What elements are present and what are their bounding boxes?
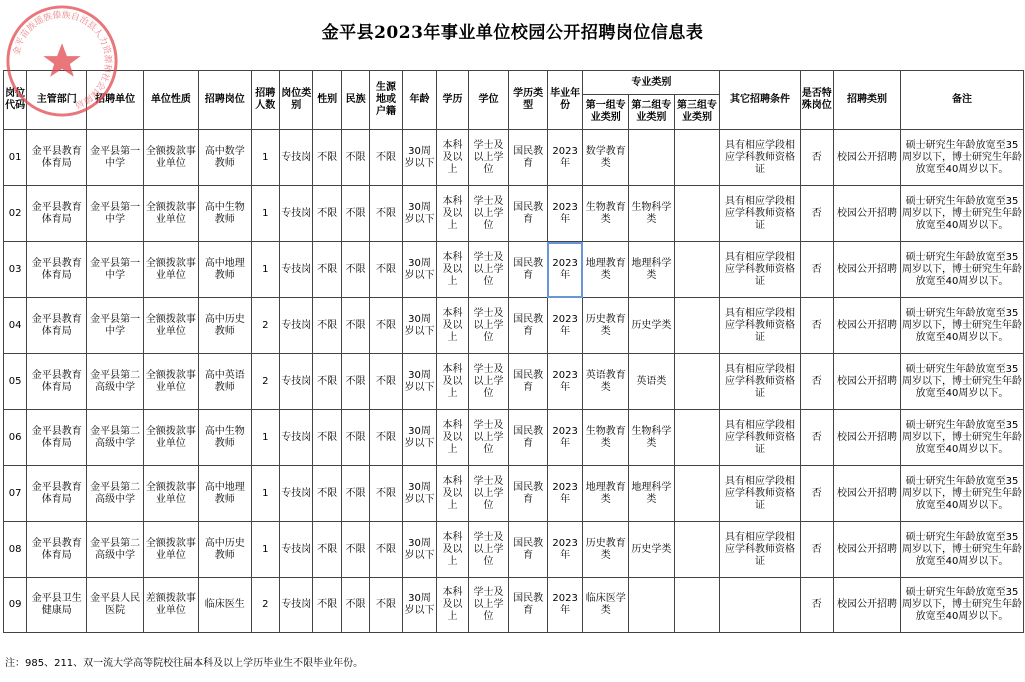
- cell-post[interactable]: 高中地理教师: [198, 466, 251, 522]
- cell-unit[interactable]: 金平县第一中学: [87, 130, 144, 186]
- cell-major1[interactable]: 生物教育类: [583, 410, 629, 466]
- cell-category[interactable]: 专技岗: [280, 242, 313, 298]
- cell-special[interactable]: 否: [800, 298, 833, 354]
- cell-post[interactable]: 高中地理教师: [198, 242, 251, 298]
- header-major-group: 专业类别: [583, 71, 720, 95]
- cell-remark[interactable]: 硕士研究生年龄放宽至35周岁以下，博士研究生年龄放宽至40周岁以下。: [901, 186, 1024, 242]
- cell-remark[interactable]: 硕士研究生年龄放宽至35周岁以下，博士研究生年龄放宽至40周岁以下。: [901, 522, 1024, 578]
- cell-special[interactable]: 否: [800, 410, 833, 466]
- cell-origin[interactable]: 不限: [370, 130, 402, 186]
- cell-degree[interactable]: 学士及以上学位: [468, 522, 509, 578]
- cell-edu-type[interactable]: 国民教育: [509, 466, 548, 522]
- cell-remark[interactable]: 硕士研究生年龄放宽至35周岁以下，博士研究生年龄放宽至40周岁以下。: [901, 354, 1024, 410]
- cell-post[interactable]: 高中生物教师: [198, 410, 251, 466]
- cell-gender[interactable]: 不限: [313, 242, 341, 298]
- cell-special[interactable]: 否: [800, 130, 833, 186]
- cell-other[interactable]: 具有相应学段相应学科教师资格证: [720, 130, 800, 186]
- cell-count[interactable]: 1: [251, 130, 279, 186]
- cell-special[interactable]: 否: [800, 242, 833, 298]
- cell-special[interactable]: 否: [800, 578, 833, 633]
- cell-age[interactable]: 30周岁以下: [402, 130, 437, 186]
- cell-ethnic[interactable]: 不限: [341, 522, 369, 578]
- cell-count[interactable]: 1: [251, 522, 279, 578]
- cell-other[interactable]: 具有相应学段相应学科教师资格证: [720, 354, 800, 410]
- cell-edu-type[interactable]: 国民教育: [509, 242, 548, 298]
- cell-major3[interactable]: [674, 298, 720, 354]
- cell-count[interactable]: 2: [251, 354, 279, 410]
- cell-major2[interactable]: 英语类: [629, 354, 675, 410]
- header-count: 招聘人数: [251, 71, 279, 130]
- cell-edu[interactable]: 本科及以上: [437, 578, 468, 633]
- cell-ethnic[interactable]: 不限: [341, 242, 369, 298]
- cell-edu-type[interactable]: 国民教育: [509, 186, 548, 242]
- cell-dept[interactable]: 金平县教育体育局: [27, 298, 87, 354]
- cell-unit[interactable]: 金平县第二高级中学: [87, 354, 144, 410]
- cell-other[interactable]: [720, 578, 800, 633]
- cell-code[interactable]: 02: [4, 186, 27, 242]
- cell-remark[interactable]: 硕士研究生年龄放宽至35周岁以下，博士研究生年龄放宽至40周岁以下。: [901, 466, 1024, 522]
- cell-major1[interactable]: 数学教育类: [583, 130, 629, 186]
- cell-edu[interactable]: 本科及以上: [437, 354, 468, 410]
- cell-nature[interactable]: 全额拨款事业单位: [144, 186, 199, 242]
- cell-gender[interactable]: 不限: [313, 354, 341, 410]
- cell-edu-type[interactable]: 国民教育: [509, 130, 548, 186]
- cell-major1[interactable]: 历史教育类: [583, 522, 629, 578]
- cell-major3[interactable]: [674, 410, 720, 466]
- cell-origin[interactable]: 不限: [370, 522, 402, 578]
- cell-ethnic[interactable]: 不限: [341, 298, 369, 354]
- cell-major3[interactable]: [674, 522, 720, 578]
- table-row: [4, 130, 1024, 186]
- svg-text:金平苗族瑶族傣族自治县人力资源和社会保障局: 金平苗族瑶族傣族自治县人力资源和社会保障局: [12, 10, 113, 110]
- cell-degree[interactable]: 学士及以上学位: [468, 578, 509, 633]
- header-recruit-type: 招聘类别: [834, 71, 901, 130]
- cell-ethnic[interactable]: 不限: [341, 578, 369, 633]
- cell-major2[interactable]: 地理科学类: [629, 242, 675, 298]
- cell-recruit-type[interactable]: 校园公开招聘: [834, 130, 901, 186]
- cell-grad-year[interactable]: 2023年: [547, 466, 583, 522]
- cell-edu-type[interactable]: 国民教育: [509, 410, 548, 466]
- cell-grad-year[interactable]: 2023年: [547, 130, 583, 186]
- header-unit: 招聘单位: [87, 71, 144, 130]
- cell-count[interactable]: 2: [251, 578, 279, 633]
- cell-code[interactable]: 04: [4, 298, 27, 354]
- cell-other[interactable]: 具有相应学段相应学科教师资格证: [720, 298, 800, 354]
- cell-age[interactable]: 30周岁以下: [402, 522, 437, 578]
- cell-other[interactable]: 具有相应学段相应学科教师资格证: [720, 242, 800, 298]
- cell-major1[interactable]: 临床医学类: [583, 578, 629, 633]
- header-edu-type: 学历类型: [509, 71, 548, 130]
- cell-origin[interactable]: 不限: [370, 354, 402, 410]
- cell-grad-year[interactable]: 2023年: [547, 186, 583, 242]
- cell-grad-year[interactable]: 2023年: [547, 354, 583, 410]
- cell-grad-year[interactable]: 2023年: [547, 242, 583, 298]
- cell-dept[interactable]: 金平县教育体育局: [27, 186, 87, 242]
- cell-major3[interactable]: [674, 130, 720, 186]
- cell-major3[interactable]: [674, 354, 720, 410]
- cell-dept[interactable]: 金平县教育体育局: [27, 354, 87, 410]
- header-edu: 学历: [437, 71, 468, 130]
- cell-origin[interactable]: 不限: [370, 242, 402, 298]
- cell-nature[interactable]: 全额拨款事业单位: [144, 354, 199, 410]
- cell-count[interactable]: 1: [251, 242, 279, 298]
- cell-degree[interactable]: 学士及以上学位: [468, 410, 509, 466]
- cell-gender[interactable]: 不限: [313, 522, 341, 578]
- header-code: 岗位代码: [4, 71, 27, 130]
- cell-post[interactable]: 临床医生: [198, 578, 251, 633]
- cell-nature[interactable]: 差额拨款事业单位: [144, 578, 199, 633]
- table-row: [4, 298, 1024, 354]
- table-row: [4, 522, 1024, 578]
- cell-other[interactable]: 具有相应学段相应学科教师资格证: [720, 410, 800, 466]
- header-dept: 主管部门: [27, 71, 87, 130]
- cell-age[interactable]: 30周岁以下: [402, 354, 437, 410]
- cell-edu-type[interactable]: 国民教育: [509, 354, 548, 410]
- cell-edu[interactable]: 本科及以上: [437, 130, 468, 186]
- header-origin: 生源地或户籍: [370, 71, 402, 130]
- cell-remark[interactable]: 硕士研究生年龄放宽至35周岁以下，博士研究生年龄放宽至40周岁以下。: [901, 410, 1024, 466]
- cell-unit[interactable]: 金平县第二高级中学: [87, 410, 144, 466]
- cell-origin[interactable]: 不限: [370, 298, 402, 354]
- cell-nature[interactable]: 全额拨款事业单位: [144, 410, 199, 466]
- cell-gender[interactable]: 不限: [313, 298, 341, 354]
- cell-gender[interactable]: 不限: [313, 578, 341, 633]
- cell-major2[interactable]: [629, 130, 675, 186]
- cell-category[interactable]: 专技岗: [280, 578, 313, 633]
- cell-post[interactable]: 高中生物教师: [198, 186, 251, 242]
- cell-other[interactable]: 具有相应学段相应学科教师资格证: [720, 186, 800, 242]
- cell-category[interactable]: 专技岗: [280, 466, 313, 522]
- cell-recruit-type[interactable]: 校园公开招聘: [834, 298, 901, 354]
- header-major3: 第三组专业类别: [674, 95, 720, 130]
- page-title: 金平县2023年事业单位校园公开招聘岗位信息表: [321, 23, 704, 43]
- cell-major2[interactable]: 历史学类: [629, 298, 675, 354]
- table-row: [4, 242, 1024, 298]
- table-row: [4, 354, 1024, 410]
- cell-remark[interactable]: 硕士研究生年龄放宽至35周岁以下，博士研究生年龄放宽至40周岁以下。: [901, 130, 1024, 186]
- cell-major3[interactable]: [674, 466, 720, 522]
- cell-degree[interactable]: 学士及以上学位: [468, 466, 509, 522]
- header-nature: 单位性质: [144, 71, 199, 130]
- cell-category[interactable]: 专技岗: [280, 354, 313, 410]
- cell-major1[interactable]: 地理教育类: [583, 466, 629, 522]
- cell-code[interactable]: 09: [4, 578, 27, 633]
- cell-major2[interactable]: 历史学类: [629, 522, 675, 578]
- table-row: [4, 186, 1024, 242]
- cell-major2[interactable]: 地理科学类: [629, 466, 675, 522]
- cell-category[interactable]: 专技岗: [280, 130, 313, 186]
- cell-degree[interactable]: 学士及以上学位: [468, 130, 509, 186]
- cell-ethnic[interactable]: 不限: [341, 466, 369, 522]
- header-age: 年龄: [402, 71, 437, 130]
- cell-post[interactable]: 高中数学教师: [198, 130, 251, 186]
- cell-unit[interactable]: 金平县第一中学: [87, 298, 144, 354]
- cell-count[interactable]: 2: [251, 298, 279, 354]
- cell-major3[interactable]: [674, 186, 720, 242]
- cell-other[interactable]: 具有相应学段相应学科教师资格证: [720, 466, 800, 522]
- cell-origin[interactable]: 不限: [370, 578, 402, 633]
- cell-recruit-type[interactable]: 校园公开招聘: [834, 522, 901, 578]
- header-grad-year: 毕业年份: [547, 71, 583, 130]
- cell-remark[interactable]: 硕士研究生年龄放宽至35周岁以下，博士研究生年龄放宽至40周岁以下。: [901, 578, 1024, 633]
- cell-major2[interactable]: [629, 578, 675, 633]
- cell-age[interactable]: 30周岁以下: [402, 466, 437, 522]
- cell-grad-year[interactable]: 2023年: [547, 410, 583, 466]
- recruitment-table: [3, 70, 1024, 633]
- cell-origin[interactable]: 不限: [370, 186, 402, 242]
- cell-gender[interactable]: 不限: [313, 130, 341, 186]
- cell-edu[interactable]: 本科及以上: [437, 242, 468, 298]
- cell-degree[interactable]: 学士及以上学位: [468, 242, 509, 298]
- cell-category[interactable]: 专技岗: [280, 410, 313, 466]
- cell-age[interactable]: 30周岁以下: [402, 186, 437, 242]
- cell-edu-type[interactable]: 国民教育: [509, 578, 548, 633]
- cell-code[interactable]: 05: [4, 354, 27, 410]
- cell-unit[interactable]: 金平县第一中学: [87, 242, 144, 298]
- cell-degree[interactable]: 学士及以上学位: [468, 354, 509, 410]
- cell-ethnic[interactable]: 不限: [341, 130, 369, 186]
- cell-remark[interactable]: 硕士研究生年龄放宽至35周岁以下，博士研究生年龄放宽至40周岁以下。: [901, 242, 1024, 298]
- cell-nature[interactable]: 全额拨款事业单位: [144, 298, 199, 354]
- table-row: [4, 410, 1024, 466]
- header-major2: 第二组专业类别: [629, 95, 675, 130]
- cell-major1[interactable]: 历史教育类: [583, 298, 629, 354]
- cell-special[interactable]: 否: [800, 522, 833, 578]
- cell-major2[interactable]: 生物科学类: [629, 186, 675, 242]
- cell-post[interactable]: 高中英语教师: [198, 354, 251, 410]
- cell-unit[interactable]: 金平县第一中学: [87, 186, 144, 242]
- cell-edu-type[interactable]: 国民教育: [509, 522, 548, 578]
- cell-recruit-type[interactable]: 校园公开招聘: [834, 242, 901, 298]
- cell-recruit-type[interactable]: 校园公开招聘: [834, 186, 901, 242]
- cell-edu[interactable]: 本科及以上: [437, 466, 468, 522]
- cell-major3[interactable]: [674, 242, 720, 298]
- header-gender: 性别: [313, 71, 341, 130]
- cell-post[interactable]: 高中历史教师: [198, 522, 251, 578]
- header-degree: 学位: [468, 71, 509, 130]
- cell-age[interactable]: 30周岁以下: [402, 298, 437, 354]
- cell-origin[interactable]: 不限: [370, 410, 402, 466]
- cell-major2[interactable]: 生物科学类: [629, 410, 675, 466]
- cell-edu[interactable]: 本科及以上: [437, 522, 468, 578]
- cell-remark[interactable]: 硕士研究生年龄放宽至35周岁以下，博士研究生年龄放宽至40周岁以下。: [901, 298, 1024, 354]
- cell-age[interactable]: 30周岁以下: [402, 410, 437, 466]
- cell-major1[interactable]: 地理教育类: [583, 242, 629, 298]
- cell-gender[interactable]: 不限: [313, 466, 341, 522]
- header-ethnic: 民族: [341, 71, 369, 130]
- cell-gender[interactable]: 不限: [313, 410, 341, 466]
- footnote: 注：985、211、双一流大学高等院校往届本科及以上学历毕业生不限毕业年份。: [5, 658, 364, 669]
- header-category: 岗位类别: [280, 71, 313, 130]
- cell-nature[interactable]: 全额拨款事业单位: [144, 242, 199, 298]
- cell-dept[interactable]: 金平县教育体育局: [27, 130, 87, 186]
- cell-edu[interactable]: 本科及以上: [437, 410, 468, 466]
- cell-dept[interactable]: 金平县教育体育局: [27, 242, 87, 298]
- cell-origin[interactable]: 不限: [370, 466, 402, 522]
- cell-edu-type[interactable]: 国民教育: [509, 298, 548, 354]
- cell-ethnic[interactable]: 不限: [341, 410, 369, 466]
- cell-recruit-type[interactable]: 校园公开招聘: [834, 466, 901, 522]
- header-remark: 备注: [901, 71, 1024, 130]
- cell-degree[interactable]: 学士及以上学位: [468, 298, 509, 354]
- cell-ethnic[interactable]: 不限: [341, 186, 369, 242]
- cell-grad-year[interactable]: 2023年: [547, 522, 583, 578]
- cell-gender[interactable]: 不限: [313, 186, 341, 242]
- cell-category[interactable]: 专技岗: [280, 186, 313, 242]
- cell-unit[interactable]: 金平县第二高级中学: [87, 522, 144, 578]
- cell-dept[interactable]: 金平县教育体育局: [27, 466, 87, 522]
- cell-other[interactable]: 具有相应学段相应学科教师资格证: [720, 522, 800, 578]
- cell-code[interactable]: 03: [4, 242, 27, 298]
- cell-grad-year[interactable]: 2023年: [547, 578, 583, 633]
- table-row: [4, 466, 1024, 522]
- cell-unit[interactable]: 金平县第二高级中学: [87, 466, 144, 522]
- cell-degree[interactable]: 学士及以上学位: [468, 186, 509, 242]
- cell-post[interactable]: 高中历史教师: [198, 298, 251, 354]
- cell-code[interactable]: 06: [4, 410, 27, 466]
- cell-special[interactable]: 否: [800, 186, 833, 242]
- cell-recruit-type[interactable]: 校园公开招聘: [834, 410, 901, 466]
- cell-recruit-type[interactable]: 校园公开招聘: [834, 578, 901, 633]
- cell-edu[interactable]: 本科及以上: [437, 298, 468, 354]
- cell-edu[interactable]: 本科及以上: [437, 186, 468, 242]
- cell-code[interactable]: 07: [4, 466, 27, 522]
- cell-dept[interactable]: 金平县教育体育局: [27, 522, 87, 578]
- cell-count[interactable]: 1: [251, 466, 279, 522]
- cell-grad-year[interactable]: 2023年: [547, 298, 583, 354]
- cell-recruit-type[interactable]: 校园公开招聘: [834, 354, 901, 410]
- cell-nature[interactable]: 全额拨款事业单位: [144, 522, 199, 578]
- cell-nature[interactable]: 全额拨款事业单位: [144, 466, 199, 522]
- cell-code[interactable]: 01: [4, 130, 27, 186]
- header-other: 其它招聘条件: [720, 71, 800, 130]
- cell-nature[interactable]: 全额拨款事业单位: [144, 130, 199, 186]
- cell-code[interactable]: 08: [4, 522, 27, 578]
- cell-dept[interactable]: 金平县教育体育局: [27, 410, 87, 466]
- cell-unit[interactable]: 金平县人民医院: [87, 578, 144, 633]
- cell-major1[interactable]: 英语教育类: [583, 354, 629, 410]
- cell-special[interactable]: 否: [800, 354, 833, 410]
- cell-special[interactable]: 否: [800, 466, 833, 522]
- header-major1: 第一组专业类别: [583, 95, 629, 130]
- cell-age[interactable]: 30周岁以下: [402, 578, 437, 633]
- cell-age[interactable]: 30周岁以下: [402, 242, 437, 298]
- cell-count[interactable]: 1: [251, 410, 279, 466]
- cell-count[interactable]: 1: [251, 186, 279, 242]
- header-post: 招聘岗位: [198, 71, 251, 130]
- header-special: 是否特殊岗位: [800, 71, 833, 130]
- table-row: [4, 578, 1024, 633]
- cell-dept[interactable]: 金平县卫生健康局: [27, 578, 87, 633]
- cell-major3[interactable]: [674, 578, 720, 633]
- cell-category[interactable]: 专技岗: [280, 298, 313, 354]
- cell-category[interactable]: 专技岗: [280, 522, 313, 578]
- cell-major1[interactable]: 生物教育类: [583, 186, 629, 242]
- cell-ethnic[interactable]: 不限: [341, 354, 369, 410]
